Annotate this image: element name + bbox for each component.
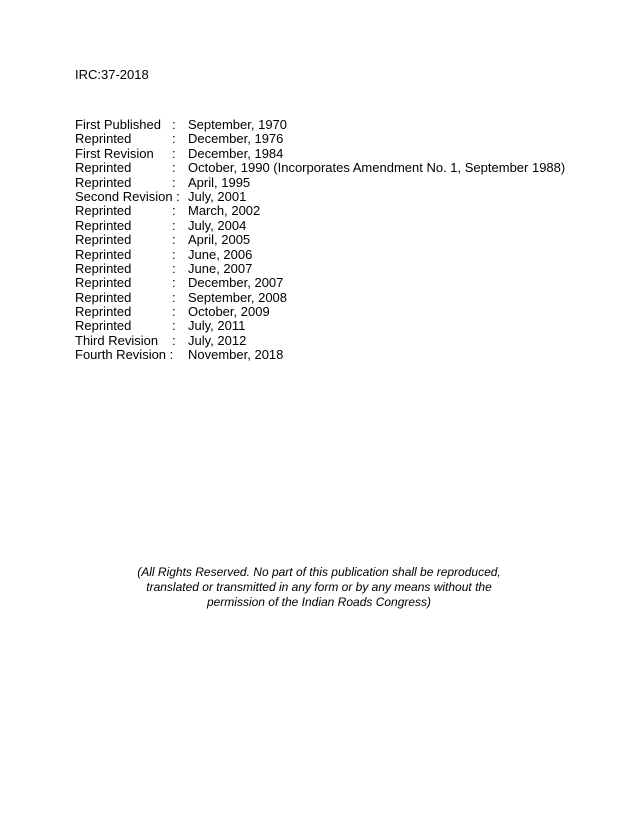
history-separator: : [172,232,176,248]
history-date: April, 2005 [188,232,251,248]
history-label: Reprinted [75,275,132,291]
history-row [75,305,565,319]
history-date: July, 2004 [188,217,247,233]
history-separator: : [172,160,176,176]
history-date: November, 2018 [188,347,284,363]
history-label: Reprinted [75,318,132,334]
history-label: Reprinted [75,174,132,190]
history-date: June, 2007 [188,260,253,276]
history-row [75,161,565,175]
history-separator: : [172,117,176,132]
publication-history [75,118,565,363]
history-label: Second Revision : [75,188,180,204]
history-row [75,291,565,305]
history-row [75,262,565,276]
document-code: IRC:37-2018 [75,67,149,82]
history-label: First Published [75,117,161,132]
history-label: Reprinted [75,131,132,147]
history-label: Reprinted [75,246,132,262]
history-label: Fourth Revision : [75,347,174,363]
history-date: September, 2008 [188,289,288,305]
history-label: Third Revision [75,332,159,348]
history-row [75,176,565,190]
history-separator: : [172,289,176,305]
history-row [75,276,565,290]
history-date: July, 2011 [188,318,246,334]
history-date: June, 2006 [188,246,253,262]
history-row [75,204,565,218]
history-date: September, 1970 [188,117,288,132]
history-row [75,248,565,262]
history-row [75,147,565,161]
history-separator [172,348,188,362]
history-separator: : [172,203,176,219]
history-date: July, 2001 [188,188,247,204]
history-separator: : [172,246,176,262]
history-separator: : [172,332,176,348]
history-date: October, 2009 [188,304,270,320]
history-date: December, 1984 [188,145,284,161]
rights-notice-line: translated or transmitted in any form or by any means without the [146,580,492,594]
rights-notice-line: (All Rights Reserved. No part of this publication shall be reproduced, [137,565,501,579]
history-date: March, 2002 [188,203,261,219]
history-label: Reprinted [75,289,132,305]
history-label: Reprinted [75,203,132,219]
history-row [75,190,565,204]
history-row [75,319,565,333]
history-date: December, 1976 [188,131,284,147]
rights-notice [100,565,538,610]
history-date: December, 2007 [188,275,284,291]
history-separator: : [172,318,176,334]
history-separator: : [172,304,176,320]
history-label: Reprinted [75,260,132,276]
history-date: April, 1995 [188,174,251,190]
history-label: First Revision [75,145,154,161]
history-row [75,233,565,247]
history-label: Reprinted [75,304,132,320]
history-separator: : [172,217,176,233]
history-label: Reprinted [75,217,132,233]
history-row [75,334,565,348]
history-separator: : [172,145,176,161]
history-row [75,219,565,233]
history-date: July, 2012 [188,332,247,348]
history-label: Reprinted [75,232,132,248]
history-date: October, 1990 (Incorporates Amendment No. 1, September 1988) [188,160,566,176]
history-separator [172,190,188,204]
history-row [75,132,565,146]
history-separator: : [172,275,176,291]
history-label: Reprinted [75,160,132,176]
rights-notice-line: permission of the Indian Roads Congress) [206,595,432,609]
history-row [75,348,565,362]
history-separator: : [172,260,176,276]
history-separator: : [172,174,176,190]
history-row [75,118,565,132]
history-separator: : [172,131,176,147]
